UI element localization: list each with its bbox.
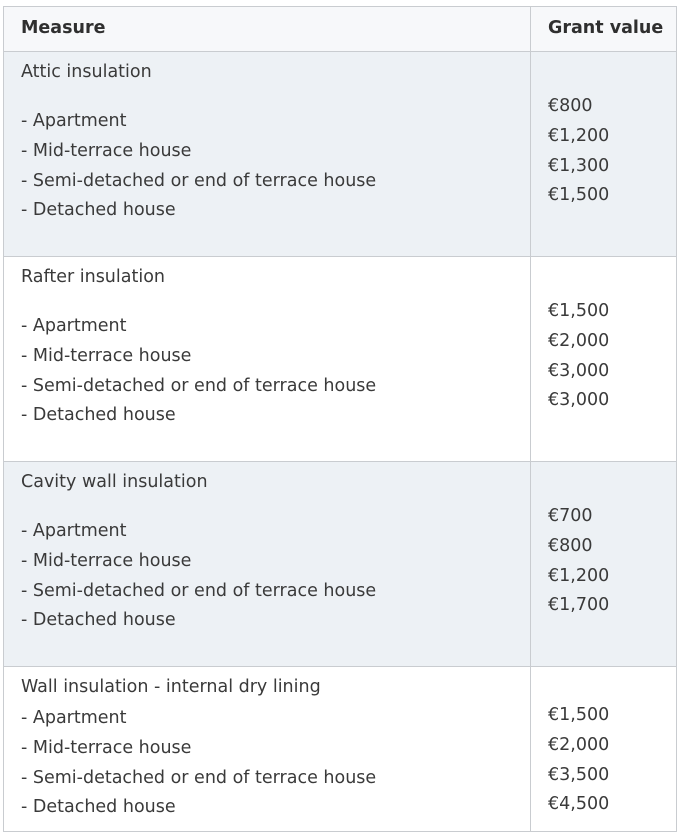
measure-cell bbox=[4, 257, 531, 462]
dwelling-type-item: - Semi-detached or end of terrace house bbox=[21, 170, 377, 191]
dwelling-type-item: - Semi-detached or end of terrace house bbox=[21, 375, 377, 396]
measure-title: Rafter insulation bbox=[21, 267, 166, 287]
column-header-measure: Measure bbox=[4, 7, 531, 52]
dwelling-type-list bbox=[21, 312, 530, 431]
dwelling-type-item: - Mid-terrace house bbox=[21, 140, 192, 161]
grant-value: €2,000 bbox=[548, 734, 610, 755]
dwelling-type-list bbox=[21, 517, 530, 636]
dwelling-type-item: - Mid-terrace house bbox=[21, 550, 192, 571]
grant-value-list bbox=[548, 297, 676, 416]
dwelling-type-item: - Mid-terrace house bbox=[21, 345, 192, 366]
measure-title: Wall insulation - internal dry lining bbox=[21, 677, 321, 697]
grant-value-cell bbox=[531, 667, 677, 832]
dwelling-type-item: - Semi-detached or end of terrace house bbox=[21, 767, 377, 788]
grant-value: €1,500 bbox=[548, 301, 610, 321]
grant-value: €2,000 bbox=[548, 330, 610, 351]
grant-value-cell bbox=[531, 52, 677, 257]
dwelling-type-item: - Mid-terrace house bbox=[21, 737, 192, 758]
grant-value-cell bbox=[531, 462, 677, 667]
table-row-cavity-wall-insulation bbox=[4, 462, 677, 667]
measure-cell bbox=[4, 667, 531, 832]
dwelling-type-list bbox=[21, 704, 530, 823]
dwelling-type-item: - Semi-detached or end of terrace house bbox=[21, 580, 377, 601]
dwelling-type-item: - Detached house bbox=[21, 610, 176, 631]
dwelling-type-item: - Apartment bbox=[21, 521, 127, 541]
dwelling-type-item: - Apartment bbox=[21, 111, 127, 131]
grant-value: €1,500 bbox=[548, 705, 610, 725]
grant-value: €1,700 bbox=[548, 595, 610, 616]
column-header-grant-value: Grant value bbox=[531, 7, 677, 52]
grant-value: €800 bbox=[548, 96, 593, 116]
measure-title: Attic insulation bbox=[21, 62, 152, 82]
table-row-wall-insulation-internal-dry-lining bbox=[4, 667, 677, 832]
table-header-row bbox=[4, 7, 677, 52]
grant-table bbox=[3, 6, 677, 832]
grant-value: €3,000 bbox=[548, 360, 610, 381]
measure-cell bbox=[4, 462, 531, 667]
grant-value: €4,500 bbox=[548, 794, 610, 815]
measure-title: Cavity wall insulation bbox=[21, 472, 208, 492]
grant-value: €3,000 bbox=[548, 390, 610, 411]
grant-value: €3,500 bbox=[548, 764, 610, 785]
grant-value-list bbox=[548, 502, 676, 621]
table-row-attic-insulation bbox=[4, 52, 677, 257]
grant-value: €700 bbox=[548, 506, 593, 526]
grant-value: €800 bbox=[548, 535, 593, 556]
grant-value: €1,200 bbox=[548, 565, 610, 586]
dwelling-type-list bbox=[21, 107, 530, 226]
dwelling-type-item: - Detached house bbox=[21, 797, 176, 818]
grant-value: €1,200 bbox=[548, 125, 610, 146]
grant-value-list bbox=[548, 92, 676, 211]
grant-value-list bbox=[548, 701, 676, 820]
table-row-rafter-insulation bbox=[4, 257, 677, 462]
measure-cell bbox=[4, 52, 531, 257]
dwelling-type-item: - Apartment bbox=[21, 316, 127, 336]
dwelling-type-item: - Detached house bbox=[21, 405, 176, 426]
grant-value: €1,500 bbox=[548, 185, 610, 206]
dwelling-type-item: - Detached house bbox=[21, 200, 176, 221]
grant-value: €1,300 bbox=[548, 155, 610, 176]
dwelling-type-item: - Apartment bbox=[21, 708, 127, 728]
grant-value-cell bbox=[531, 257, 677, 462]
